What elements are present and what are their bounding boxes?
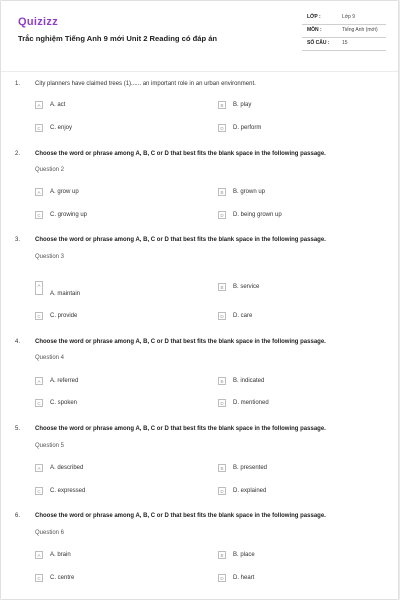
option-text: A. described	[50, 465, 84, 471]
option-letter-box: D	[218, 124, 226, 132]
option-letter-box: A	[35, 464, 43, 472]
worksheet-meta	[302, 12, 386, 51]
option-letter-box: B	[218, 283, 226, 291]
option-letter-box: A	[35, 281, 43, 295]
meta-row-grade	[302, 12, 386, 25]
meta-value: Tiếng Anh (mới)	[342, 27, 378, 33]
header-divider	[1, 71, 398, 72]
option-text: B. place	[233, 552, 255, 558]
option-letter-box: C	[35, 574, 43, 582]
quizizz-logo: Quizizz	[18, 16, 58, 28]
option-letter-box: C	[35, 487, 43, 495]
question-subtitle: Question 4	[35, 355, 65, 361]
question-subtitle: Question 5	[35, 443, 65, 449]
option-letter-box: D	[218, 487, 226, 495]
option-letter-box: D	[218, 399, 226, 407]
option-text: A. maintain	[50, 291, 81, 297]
question-text: Choose the word or phrase among A, B, C or D that best fits the blank space in the following passage.	[35, 426, 326, 432]
option-letter-box: D	[218, 574, 226, 582]
question-number: 4.	[15, 339, 21, 345]
option-text: C. centre	[50, 575, 75, 581]
option-text: D. mentioned	[233, 400, 269, 406]
option-text: D. care	[233, 313, 253, 319]
meta-label: MÔN :	[307, 27, 322, 33]
option-text: A. grow up	[50, 189, 79, 195]
meta-label: SỐ CÂU :	[307, 40, 330, 46]
option-text: B. presented	[233, 465, 268, 471]
option-letter-box: A	[35, 551, 43, 559]
worksheet-title: Trắc nghiệm Tiếng Anh 9 mới Unit 2 Reading có đáp án	[18, 34, 218, 43]
meta-row-subject	[302, 25, 386, 38]
option-letter-box: B	[218, 551, 226, 559]
option-text: D. heart	[233, 575, 255, 581]
option-text: A. brain	[50, 552, 71, 558]
worksheet-page	[1, 1, 398, 599]
option-letter-box: C	[35, 312, 43, 320]
option-letter-box: B	[218, 464, 226, 472]
option-text: C. enjoy	[50, 125, 73, 131]
meta-value: Lớp 9	[342, 14, 356, 20]
option-text: D. perform	[233, 125, 262, 131]
option-text: C. provide	[50, 313, 78, 319]
question-number: 5.	[15, 426, 21, 432]
option-letter-box: D	[218, 211, 226, 219]
option-text: D. explained	[233, 488, 267, 494]
option-letter-box: A	[35, 377, 43, 385]
question-text: Choose the word or phrase among A, B, C or D that best fits the blank space in the following passage.	[35, 513, 326, 519]
option-letter-box: A	[35, 188, 43, 196]
question-number: 2.	[15, 151, 21, 157]
question-number: 6.	[15, 513, 21, 519]
option-text: B. grown up	[233, 189, 266, 195]
option-letter-box: C	[35, 211, 43, 219]
option-letter-box: B	[218, 188, 226, 196]
option-text: C. spoken	[50, 400, 78, 406]
option-text: C. growing up	[50, 212, 88, 218]
question-text: Choose the word or phrase among A, B, C or D that best fits the blank space in the following passage.	[35, 151, 326, 157]
question-subtitle: Question 6	[35, 530, 65, 536]
option-letter-box: D	[218, 312, 226, 320]
option-letter-box: B	[218, 101, 226, 109]
option-text: B. play	[233, 102, 252, 108]
question-text: Choose the word or phrase among A, B, C or D that best fits the blank space in the following passage.	[35, 237, 326, 243]
option-text: C. expressed	[50, 488, 86, 494]
option-text: D. being grown up	[233, 212, 282, 218]
question-text: City planners have claimed trees (1)...... an important role in an urban environment.	[35, 81, 256, 87]
question-subtitle: Question 2	[35, 167, 65, 173]
option-text: B. indicated	[233, 378, 265, 384]
question-text: Choose the word or phrase among A, B, C or D that best fits the blank space in the following passage.	[35, 339, 326, 345]
option-letter-box: A	[35, 101, 43, 109]
question-subtitle: Question 3	[35, 254, 65, 260]
meta-value: 15	[342, 40, 348, 46]
option-letter-box: B	[218, 377, 226, 385]
question-number: 3.	[15, 237, 21, 243]
meta-label: LỚP :	[307, 14, 321, 20]
meta-row-question-count	[302, 38, 386, 51]
option-letter-box: C	[35, 399, 43, 407]
option-text: B. service	[233, 284, 260, 290]
option-letter-box: C	[35, 124, 43, 132]
option-text: A. referred	[50, 378, 79, 384]
question-number: 1.	[15, 81, 21, 87]
option-text: A. act	[50, 102, 66, 108]
